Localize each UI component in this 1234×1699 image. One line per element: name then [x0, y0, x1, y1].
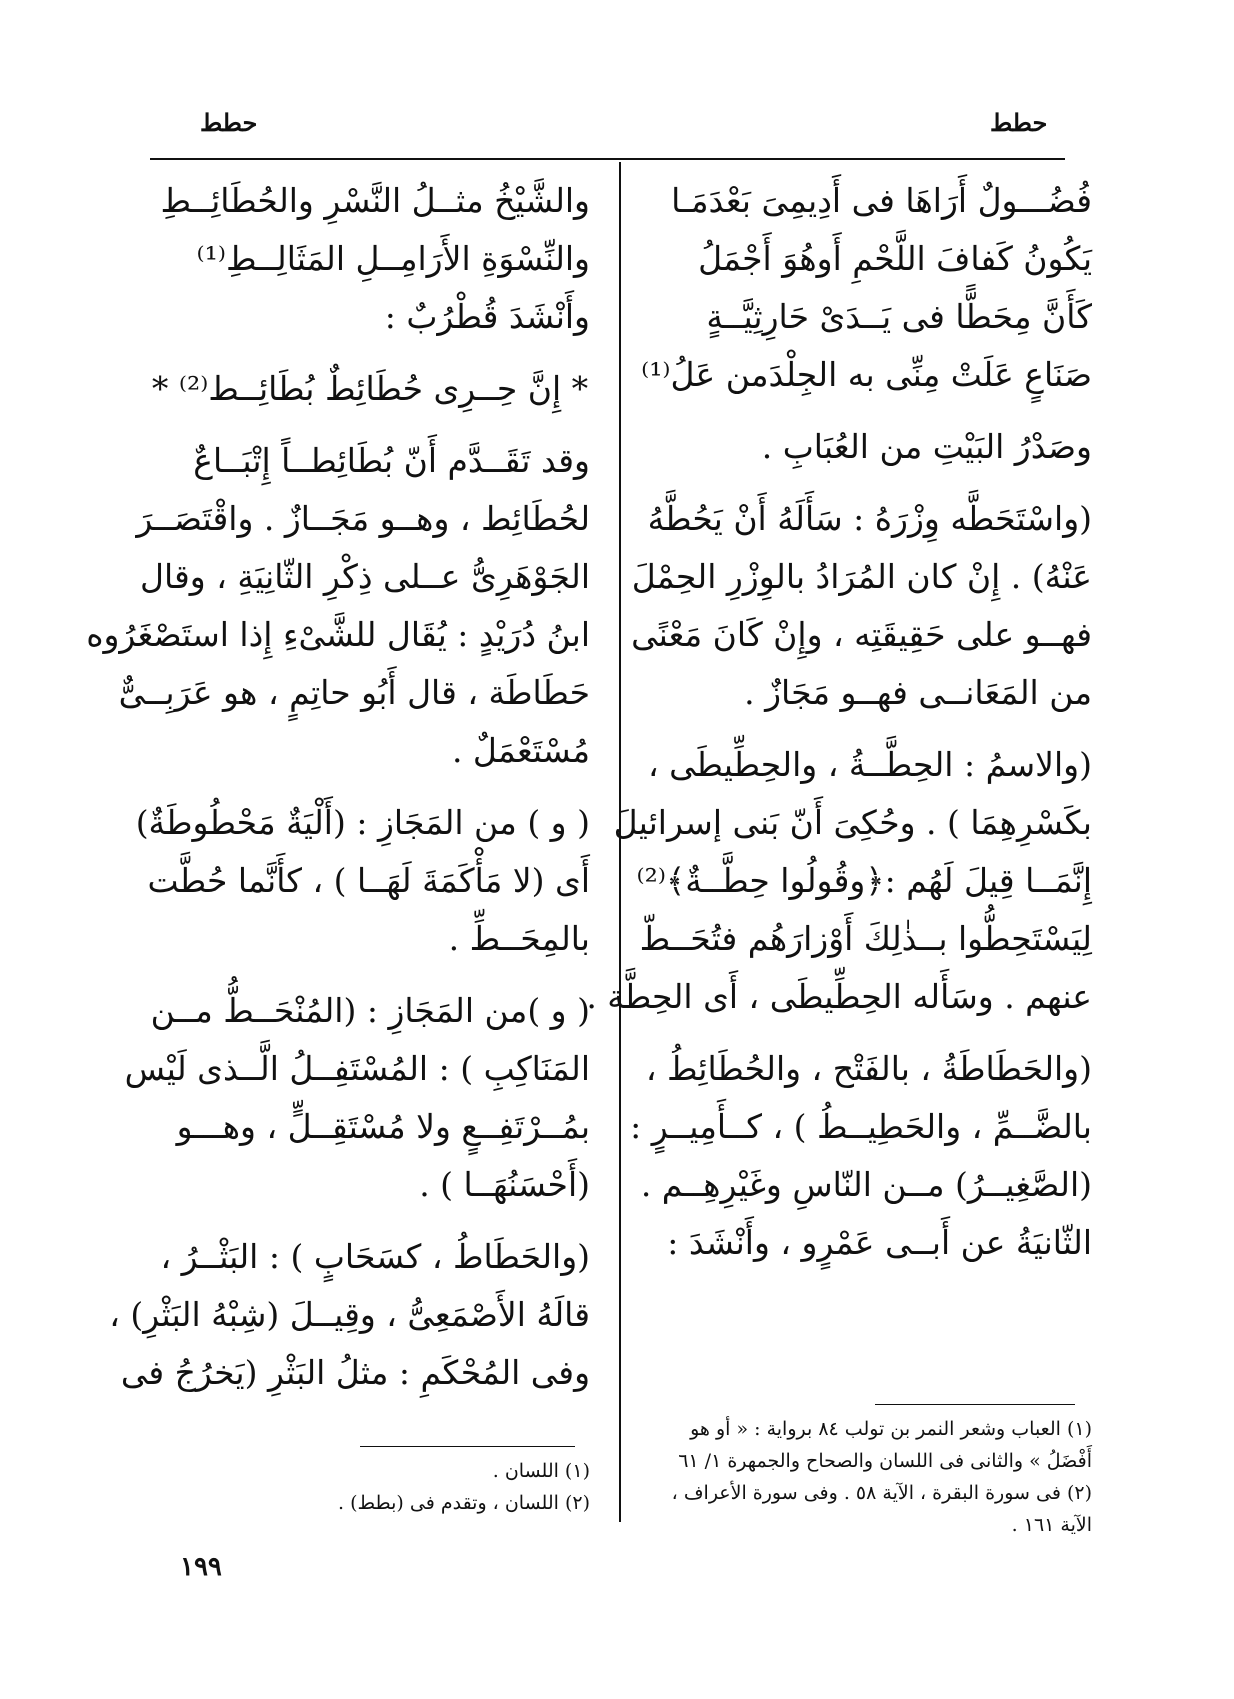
text-line: بكَسْرِهِمَا ) . وحُكِىَ أَنّ بَنى إسرائيلَ [613, 803, 1092, 842]
running-head-left: حطط [200, 108, 258, 137]
paragraph-gap [150, 968, 590, 982]
text-line: (والاسمُ : الحِطَّــةُ ، والحِطِّيطَى ، [648, 745, 1092, 784]
footnote-line: (٢) فى سورة البقرة ، الآية ٥٨ . وفى سورة الأعراف ، [671, 1482, 1092, 1504]
text-line: ( و )من المَجَازِ : (المُنْحَــطُّ مــن [150, 991, 590, 1030]
text-line: فهــو على حَقِيقَتِه ، وإِنْ كَانَ مَعْنًى [631, 615, 1092, 654]
text-line: (والحَطَاطُ ، كسَحَابٍ ) : البَثْــرُ ، [160, 1237, 590, 1276]
text-line: (أَحْسَنُهَــا ) . [419, 1165, 590, 1204]
footnote-line: (١) العباب وشعر النمر بن تولب ٨٤ برواية : « أو هو [690, 1418, 1092, 1440]
footnote-line: (٢) اللسان ، وتقدم فى (بطط) . [338, 1492, 590, 1514]
footnote-line: (١) اللسان . [492, 1460, 590, 1482]
footnote-rule-right [875, 1404, 1075, 1405]
running-head-right: حطط [990, 108, 1048, 137]
page-number: ١٩٩ [180, 1552, 222, 1582]
footnotes-left [150, 1455, 590, 1519]
text-line: أَى (لا مَأْكَمَةَ لَهَــا ) ، كأَنَّما حُطَّت [147, 861, 590, 900]
text-line: قالَهُ الأَصْمَعِىُّ ، وقِيــلَ (شِبْهُ البَثْرِ) ، [109, 1295, 590, 1334]
text-line: والشَّيْخُ مثــلُ النَّسْرِ والحُطَائِــطِ [160, 181, 590, 220]
paragraph-gap [150, 780, 590, 794]
text-line: إِنَّمَــا قِيلَ لَهُم :﴿وقُولُوا حِطَّــةٌ﴾⁽²⁾ [636, 861, 1092, 900]
text-line: المَنَاكِبِ ) : المُسْتَفِــلُ الَّــذى لَيْس [124, 1049, 590, 1088]
text-line: ( و ) من المَجَازِ : (أَلْيَةٌ مَحْطُوطَةٌ) [135, 803, 590, 842]
paragraph-gap [652, 476, 1092, 490]
text-line: (والحَطَاطَةُ ، بالفَتْح ، والحُطَائِطُ ، [645, 1049, 1092, 1088]
text-line: حَطَاطَة ، قال أَبُو حاتِمٍ ، هو عَرَبِــىٌّ [118, 673, 590, 712]
text-line: الجَوْهَرِىُّ عــلى ذِكْرِ الثّانِيَةِ ، وقال [140, 557, 590, 596]
text-line: صَنَاعٍ عَلَتْ مِنِّى به الجِلْدَمن عَلُ⁽¹⁾ [641, 355, 1092, 394]
text-line: والنِّسْوَةِ الأَرَامِــلِ المَثَالِــطِ⁽¹⁾ [196, 239, 590, 278]
text-line: كَأَنَّ مِحَطًّا فى يَــدَىْ حَارِثِيَّــةٍ [706, 297, 1092, 336]
text-line: (واسْتَحَطَّه وِزْرَهُ : سَأَلَهُ أَنْ يَحُطَّهُ [647, 499, 1092, 538]
text-line: وفى المُحْكَمِ : مثلُ البَثْرِ (يَخرُجُ فى [120, 1353, 590, 1392]
header-rule [150, 158, 1065, 160]
text-line: يَكُونُ كَفافَ اللَّحْمِ أَوهُوَ أَجْمَلُ [698, 239, 1092, 278]
text-line: لحُطَائِط ، وهــو مَجَــازٌ . واقْتَصَــرَ [136, 499, 590, 538]
text-line: عَنْهُ) . إِنْ كان المُرَادُ بالوِزْرِ الحِمْلَ [631, 557, 1092, 596]
text-line: وأَنْشَدَ قُطْرُبٌ : [384, 297, 590, 336]
footnote-rule-left [360, 1446, 575, 1447]
text-line: (الصَّغِيــرُ) مــن النّاسِ وغَيْرِهِــم . [640, 1165, 1092, 1204]
text-line: بمُــرْتَفِــعٍ ولا مُسْتَقِــلٍّ ، وهـــو [176, 1107, 590, 1146]
footnote-line: أَفْضَلُ » والثانى فى اللسان والصحاح والجمهرة ١/ ٦١ [678, 1450, 1092, 1472]
text-line: فُضُـــولٌ أَرَاهَا فى أَدِيمِىَ بَعْدَمَـا [671, 181, 1092, 220]
text-line: مُسْتَعْمَلٌ . [451, 731, 590, 770]
footnote-line: الآية ١٦١ . [1011, 1514, 1092, 1536]
text-line: بالضَّــمِّ ، والحَطِيــطُ ) ، كــأَمِيــرٍ : [630, 1107, 1092, 1146]
text-line: من المَعَانــى فهــو مَجَازٌ . [744, 673, 1092, 712]
text-line: وصَدْرُ البَيْتِ من العُبَابِ . [761, 427, 1092, 466]
paragraph-gap [150, 418, 590, 432]
paragraph-gap [652, 1026, 1092, 1040]
text-line: عنهم . وسَأَله الحِطِّيطَى ، أَى الحِطَّة . [586, 977, 1092, 1016]
left-column [86, 172, 590, 1402]
right-column [586, 172, 1092, 1272]
text-line: بالمِحَــطِّ . [448, 919, 590, 958]
paragraph-gap [652, 722, 1092, 736]
text-line: الثّانيَةُ عن أَبــى عَمْرٍو ، وأَنْشَدَ : [667, 1223, 1092, 1262]
footnotes-right [652, 1413, 1092, 1541]
text-line: ابنُ دُرَيْدٍ : يُقَال للشَّىْءِ إِذا استَصْغَرُوه [86, 615, 590, 654]
text-line: لِيَسْتَحِطُّوا بــذٰلِكَ أَوْزارَهُم فتُحَــطّ [639, 919, 1092, 958]
text-line: وقد تَقَــدَّم أَنّ بُطَائِطــاً إِتْبَــاعٌ [193, 441, 590, 480]
paragraph-gap [652, 404, 1092, 418]
paragraph-gap [150, 346, 590, 360]
paragraph-gap [150, 1214, 590, 1228]
text-line: * إِنَّ حِــرِى حُطَائِطٌ بُطَائِــط⁽²⁾ * [151, 369, 589, 408]
